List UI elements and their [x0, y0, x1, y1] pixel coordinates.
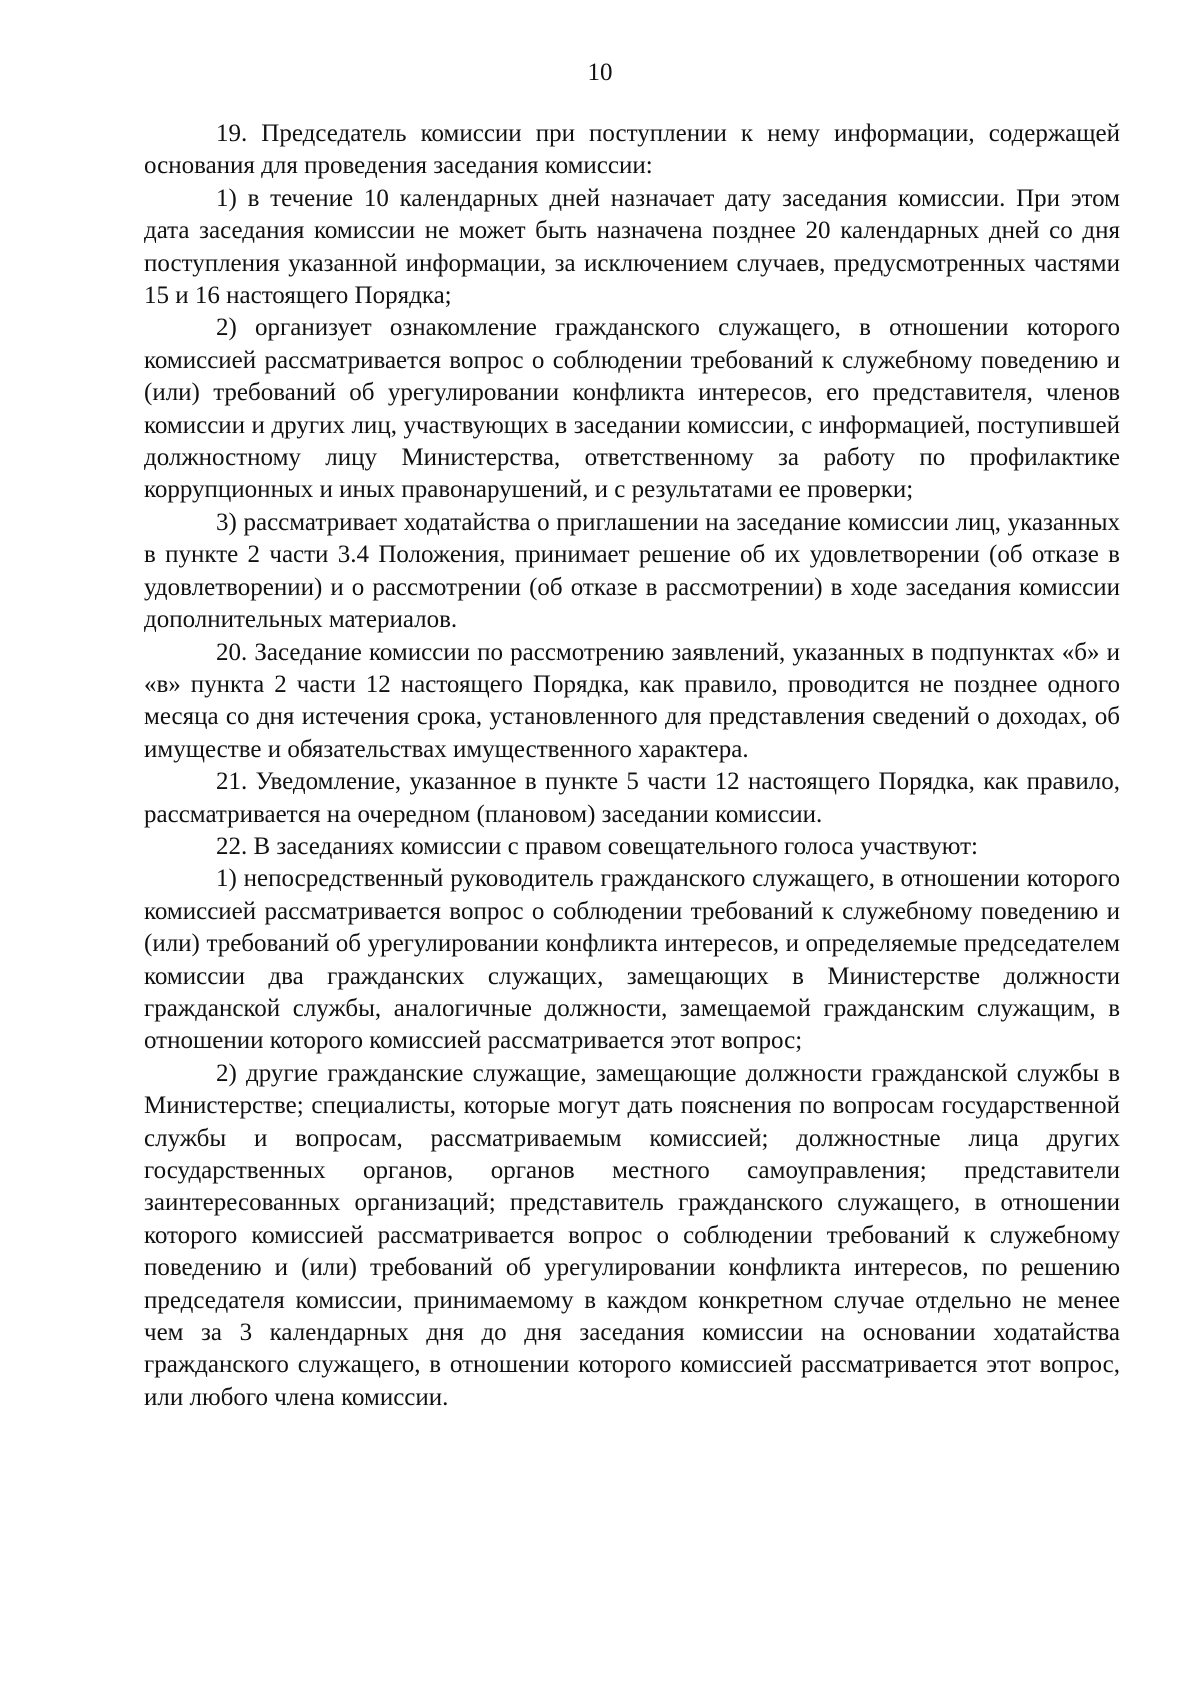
paragraph-22: 22. В заседаниях комиссии с правом совещательного голоса участвуют: — [216, 832, 978, 860]
paragraph-22-item-2: 2) другие гражданские служащие, замещающие должности гражданской службы в Министерстве; специалисты, которые могут дать пояснения по вопросам государственной службы и вопросам, рассматриваемым комиссией; должностные лица других государственных органов, органов местного самоуправления; представители заинтересованных организаций; представитель гражданского служащего, в отношении которого комиссией рассматривается вопрос о соблюдении требований к служебному поведению и (или) требований об урегулировании конфликта интересов, по решению председателя комиссии, принимаемому в каждом конкретном случае отдельно не менее чем за 3 календарных дня до дня заседания комиссии на основании ходатайства гражданского служащего, в отношении которого комиссией рассматривается этот вопрос, или любого члена комиссии. — [144, 1059, 1120, 1411]
paragraph-19: 19. Председатель комиссии при поступлении к нему информации, содержащей основания для проведения заседания комиссии: — [144, 120, 1120, 180]
paragraph-22-item-1: 1) непосредственный руководитель гражданского служащего, в отношении которого комиссией рассматривается вопрос о соблюдении требований к служебному поведению и (или) требований об урегулировании конфликта интересов, и определяемые председателем комиссии два гражданских служащих, замещающих в Министерстве должности гражданской службы, аналогичные должности, замещаемой гражданским служащим, в отношении которого комиссией рассматривается этот вопрос; — [144, 865, 1120, 1055]
paragraph-19-item-1: 1) в течение 10 календарных дней назначает дату заседания комиссии. При этом дата заседания комиссии не может быть назначена позднее 20 календарных дней со дня поступления указанной информации, за исключением случаев, предусмотренных частями 15 и 16 настоящего Порядка; — [144, 184, 1120, 310]
document-body — [144, 118, 1120, 1414]
page-number: 10 — [587, 59, 613, 86]
paragraph-19-item-3: 3) рассматривает ходатайства о приглашении на заседание комиссии лиц, указанных в пункте 2 части 3.4 Положения, принимает решение об их удовлетворении (об отказе в удовлетворении) и о рассмотрении (об отказе в рассмотрении) в ходе заседания комиссии дополнительных материалов. — [144, 508, 1120, 634]
paragraph-21: 21. Уведомление, указанное в пункте 5 части 12 настоящего Порядка, как правило, рассматривается на очередном (плановом) заседании комиссии. — [144, 768, 1120, 828]
paragraph-19-item-2: 2) организует ознакомление гражданского служащего, в отношении которого комиссией рассматривается вопрос о соблюдении требований к служебному поведению и (или) требований об урегулировании конфликта интересов, его представителя, членов комиссии и других лиц, участвующих в заседании комиссии, с информацией, поступившей должностному лицу Министерства, ответственному за работу по профилактике коррупционных и иных правонарушений, и с результатами ее проверки; — [144, 314, 1120, 504]
paragraph-20: 20. Заседание комиссии по рассмотрению заявлений, указанных в подпунктах «б» и «в» пункта 2 части 12 настоящего Порядка, как правило, проводится не позднее одного месяца со дня истечения срока, установленного для представления сведений о доходах, об имуществе и обязательствах имущественного характера. — [144, 638, 1120, 763]
